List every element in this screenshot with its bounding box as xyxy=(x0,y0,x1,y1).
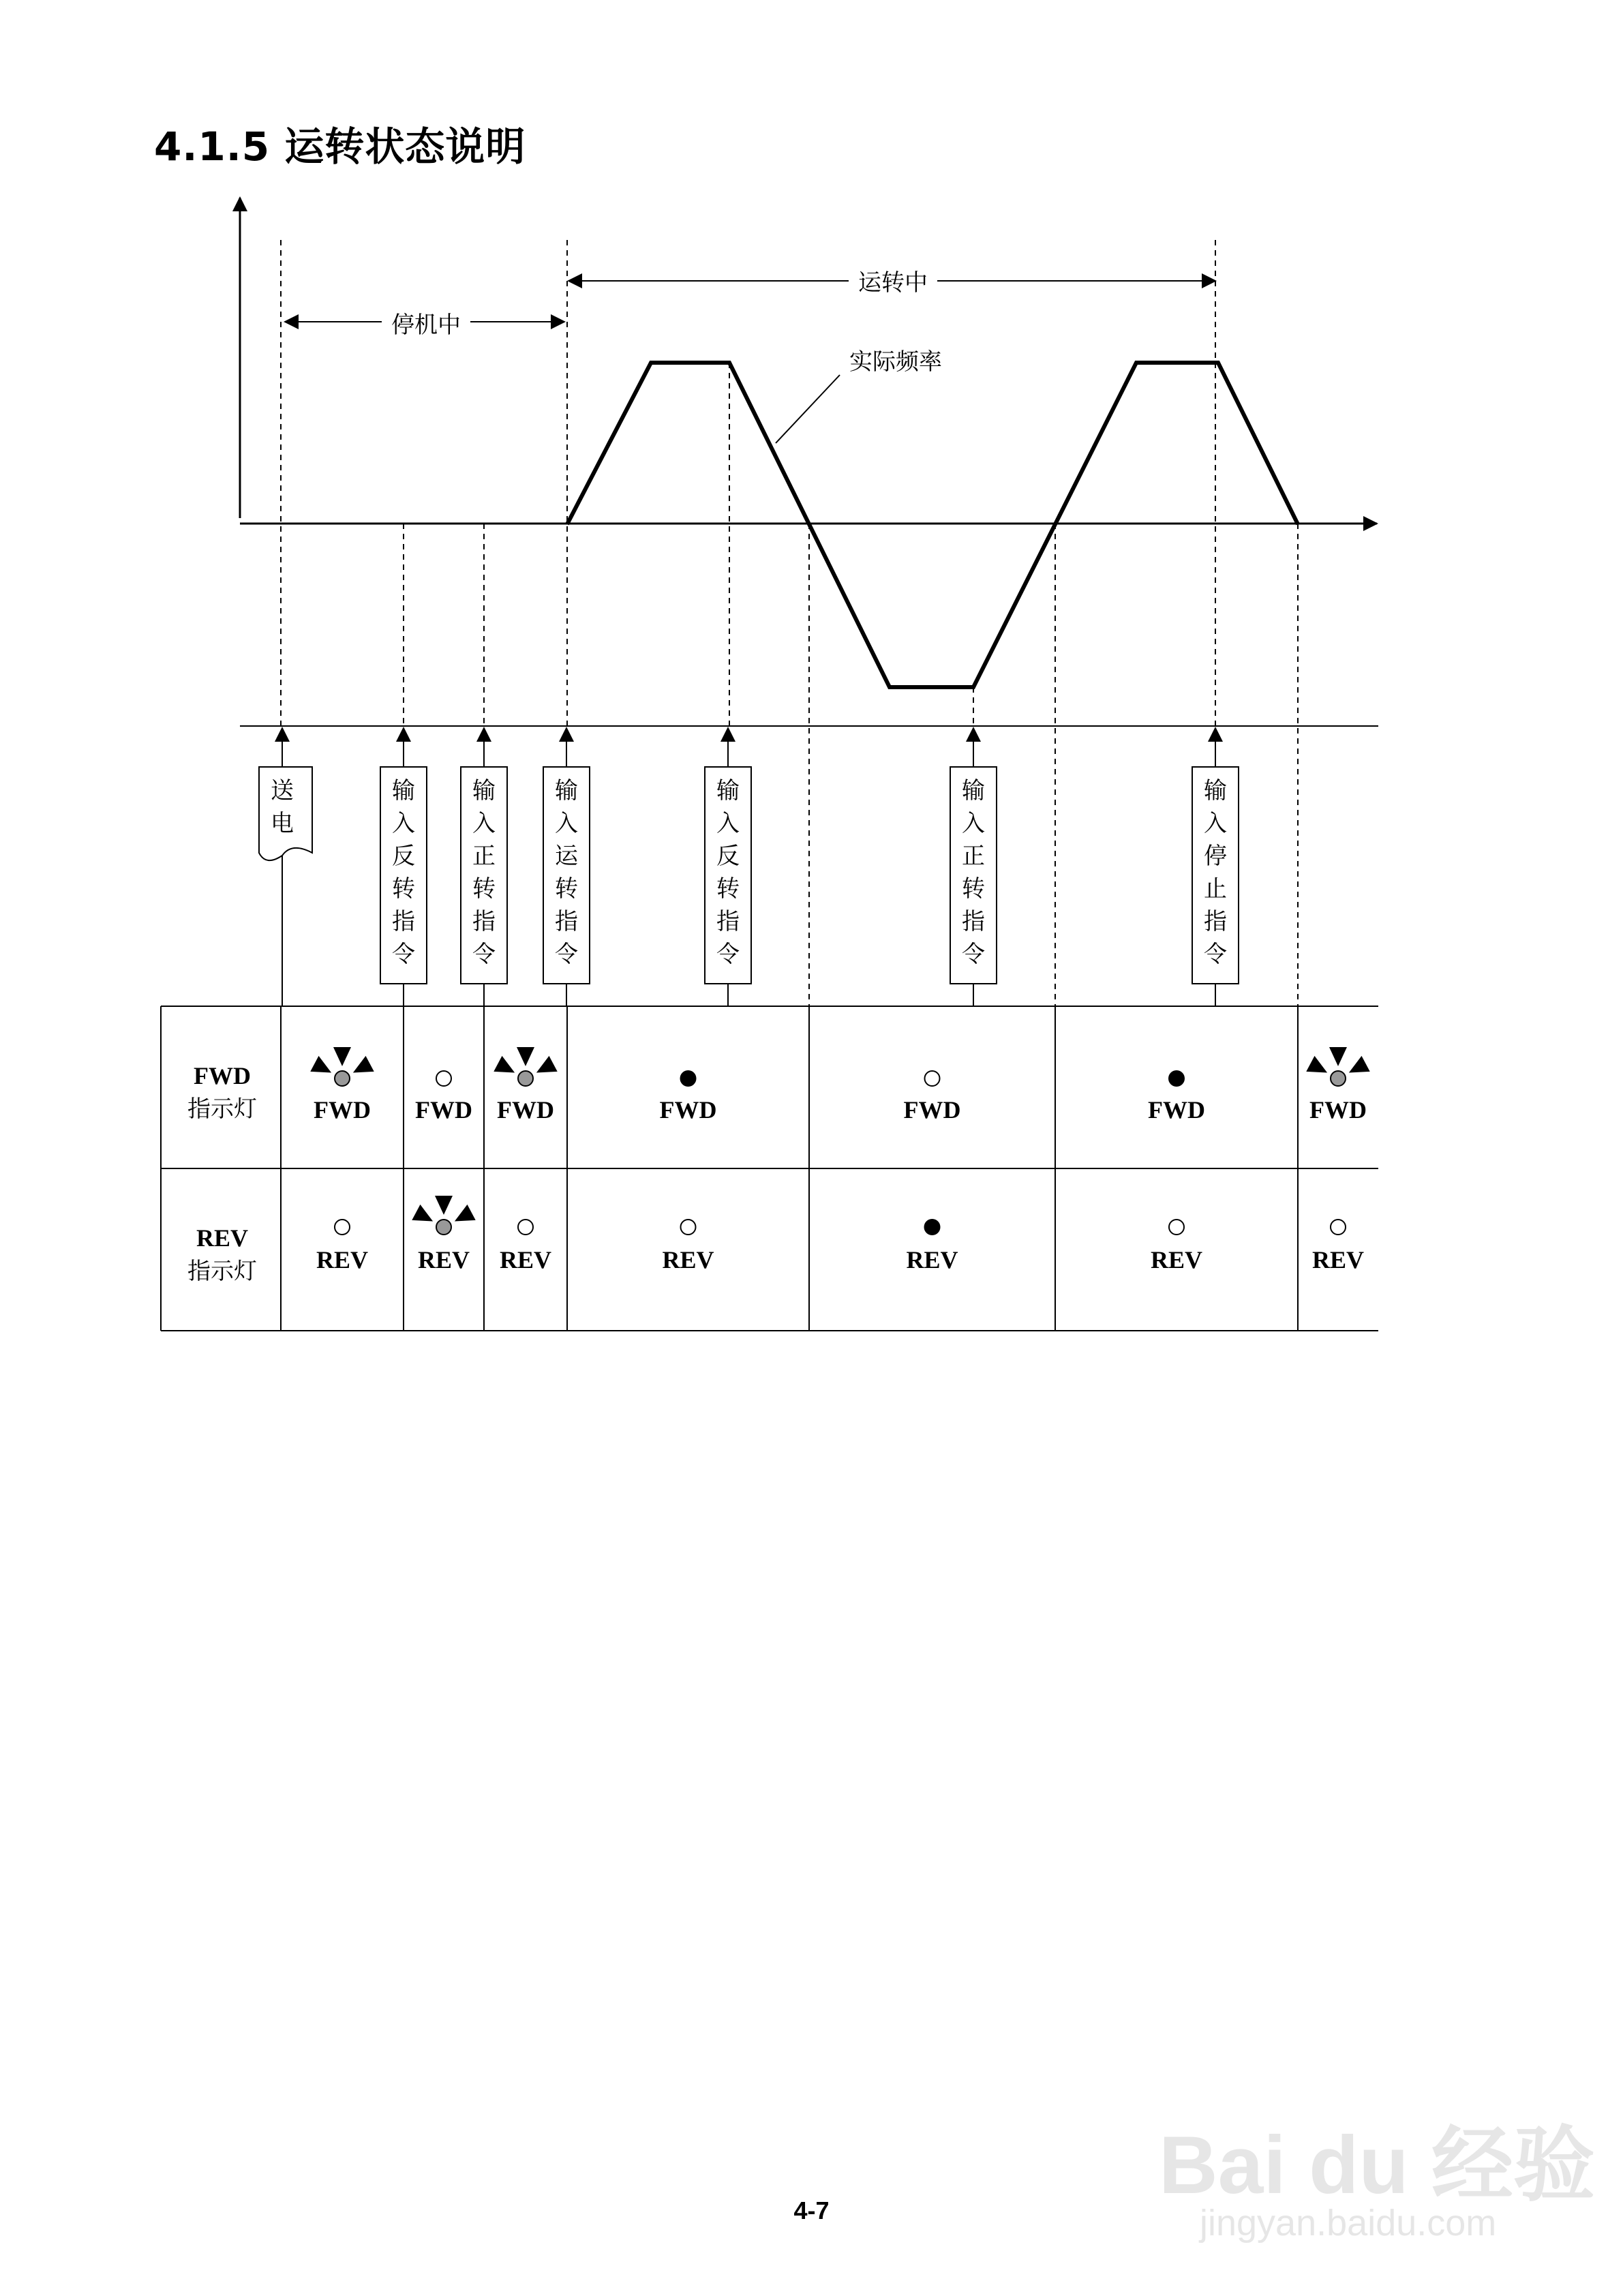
event-label-char: 输 xyxy=(1204,777,1227,804)
lamp-off xyxy=(436,1071,451,1086)
event-label-char: 入 xyxy=(555,810,578,837)
event-label-char: 输 xyxy=(472,777,496,804)
rev-cell-3 xyxy=(500,1220,551,1273)
event-label-char: 入 xyxy=(1204,810,1227,837)
event-label-char: 指 xyxy=(962,908,985,935)
rev-cell-label: REV xyxy=(499,1246,552,1273)
event-label-char: 转 xyxy=(716,875,740,903)
lamp-off xyxy=(335,1220,350,1235)
lamp-blinking xyxy=(494,1047,557,1086)
event-1 xyxy=(259,728,312,1006)
state-spans xyxy=(285,265,1215,339)
fwd-cell-label: FWD xyxy=(1148,1096,1205,1123)
rev-header-line1: REV xyxy=(196,1224,249,1252)
event-label-char: 止 xyxy=(1204,875,1227,903)
frequency-curve xyxy=(567,363,1298,687)
event-label-char: 输 xyxy=(962,777,985,804)
rev-cell-6 xyxy=(1151,1220,1202,1273)
event-markers xyxy=(259,728,1239,1006)
event-label-char: 转 xyxy=(962,875,985,903)
event-label-char: 指 xyxy=(1204,908,1227,935)
event-label-char: 指 xyxy=(472,908,496,935)
lamp-off xyxy=(1331,1220,1346,1235)
watermark-url: jingyan.baidu.com xyxy=(1200,2203,1497,2244)
event-label-char: 令 xyxy=(962,941,985,968)
fwd-cell-5 xyxy=(904,1071,961,1123)
lamp-off xyxy=(518,1220,533,1235)
fwd-cell-4 xyxy=(660,1070,717,1123)
event-label-char: 正 xyxy=(472,843,496,870)
event-label-char: 电 xyxy=(271,810,294,837)
rev-cell-label: REV xyxy=(417,1246,470,1273)
rev-cell-4 xyxy=(662,1220,714,1273)
fwd-header-line1: FWD xyxy=(194,1062,251,1089)
lamp-off xyxy=(1169,1220,1184,1235)
event-label-char: 转 xyxy=(472,875,496,903)
event-label-char: 入 xyxy=(472,810,496,837)
frequency-leader-line xyxy=(776,375,840,443)
event-label-char: 令 xyxy=(472,941,496,968)
event-label-char: 入 xyxy=(962,810,985,837)
fwd-cell-2 xyxy=(415,1071,472,1123)
rev-cell-label: REV xyxy=(1311,1246,1365,1273)
fwd-cell-7 xyxy=(1306,1047,1369,1123)
event-label-char: 停 xyxy=(1204,843,1227,870)
frequency-label: 实际频率 xyxy=(849,348,942,376)
event-label-char: 指 xyxy=(555,908,578,935)
lamp-on xyxy=(1168,1070,1185,1087)
fwd-cell-3 xyxy=(494,1047,557,1123)
lamp-on xyxy=(680,1070,697,1087)
event-label-char: 指 xyxy=(716,908,740,935)
event-6 xyxy=(950,728,997,1006)
fwd-cell-1 xyxy=(310,1047,374,1123)
event-label-char: 正 xyxy=(962,843,985,870)
fwd-cell-label: FWD xyxy=(1309,1096,1367,1123)
event-label-char: 入 xyxy=(716,810,740,837)
event-label-char: 令 xyxy=(555,941,578,968)
event-label-char: 转 xyxy=(555,875,578,903)
watermark xyxy=(1159,2079,1596,2250)
event-label-char: 输 xyxy=(392,777,415,804)
fwd-header-line2: 指示灯 xyxy=(187,1096,257,1123)
event-label-char: 转 xyxy=(392,875,415,903)
event-label-char: 运 xyxy=(555,843,578,870)
lamp-on xyxy=(924,1219,941,1235)
event-label-char: 送 xyxy=(271,777,294,804)
fwd-cell-label: FWD xyxy=(903,1096,961,1123)
fwd-cell-label: FWD xyxy=(497,1096,554,1123)
event-5 xyxy=(705,728,751,1006)
lamp-blinking xyxy=(310,1047,374,1086)
event-label-char: 令 xyxy=(1204,941,1227,968)
event-label-char: 入 xyxy=(392,810,415,837)
page-number: 4-7 xyxy=(793,2196,830,2224)
event-3 xyxy=(461,728,507,1006)
stopped-label: 停机中 xyxy=(391,312,461,339)
page-title: 4.1.5 运转状态说明 xyxy=(154,123,526,170)
event-7 xyxy=(1192,728,1239,1006)
fwd-cell-6 xyxy=(1148,1070,1205,1123)
fwd-indicator-cells xyxy=(310,1047,1369,1123)
rev-cell-5 xyxy=(906,1219,958,1273)
rev-cell-label: REV xyxy=(1150,1246,1203,1273)
running-label: 运转中 xyxy=(858,269,928,297)
event-label-char: 令 xyxy=(716,941,740,968)
rev-cell-label: REV xyxy=(316,1246,369,1273)
event-label-char: 指 xyxy=(392,908,415,935)
fwd-cell-label: FWD xyxy=(659,1096,717,1123)
rev-cell-label: REV xyxy=(906,1246,958,1273)
fwd-cell-label: FWD xyxy=(314,1096,371,1123)
watermark-brand: Bai du 经验 xyxy=(1159,2119,1596,2211)
event-label-char: 反 xyxy=(716,843,740,870)
event-4 xyxy=(543,728,590,1006)
rev-cell-7 xyxy=(1312,1220,1364,1273)
event-2 xyxy=(380,728,427,1006)
rev-indicator-cells xyxy=(316,1196,1364,1273)
rev-cell-1 xyxy=(316,1220,368,1273)
guide-lines xyxy=(281,240,1298,1006)
lamp-blinking xyxy=(412,1196,475,1235)
event-label-char: 输 xyxy=(716,777,740,804)
lamp-blinking xyxy=(1306,1047,1369,1086)
rev-header-line2: 指示灯 xyxy=(187,1258,257,1285)
lamp-off xyxy=(681,1220,696,1235)
event-label-char: 输 xyxy=(555,777,578,804)
event-label-char: 反 xyxy=(392,843,415,870)
lamp-off xyxy=(925,1071,940,1086)
rev-cell-label: REV xyxy=(662,1246,714,1273)
event-label-char: 令 xyxy=(392,941,415,968)
fwd-cell-label: FWD xyxy=(415,1096,472,1123)
rev-cell-2 xyxy=(412,1196,475,1273)
